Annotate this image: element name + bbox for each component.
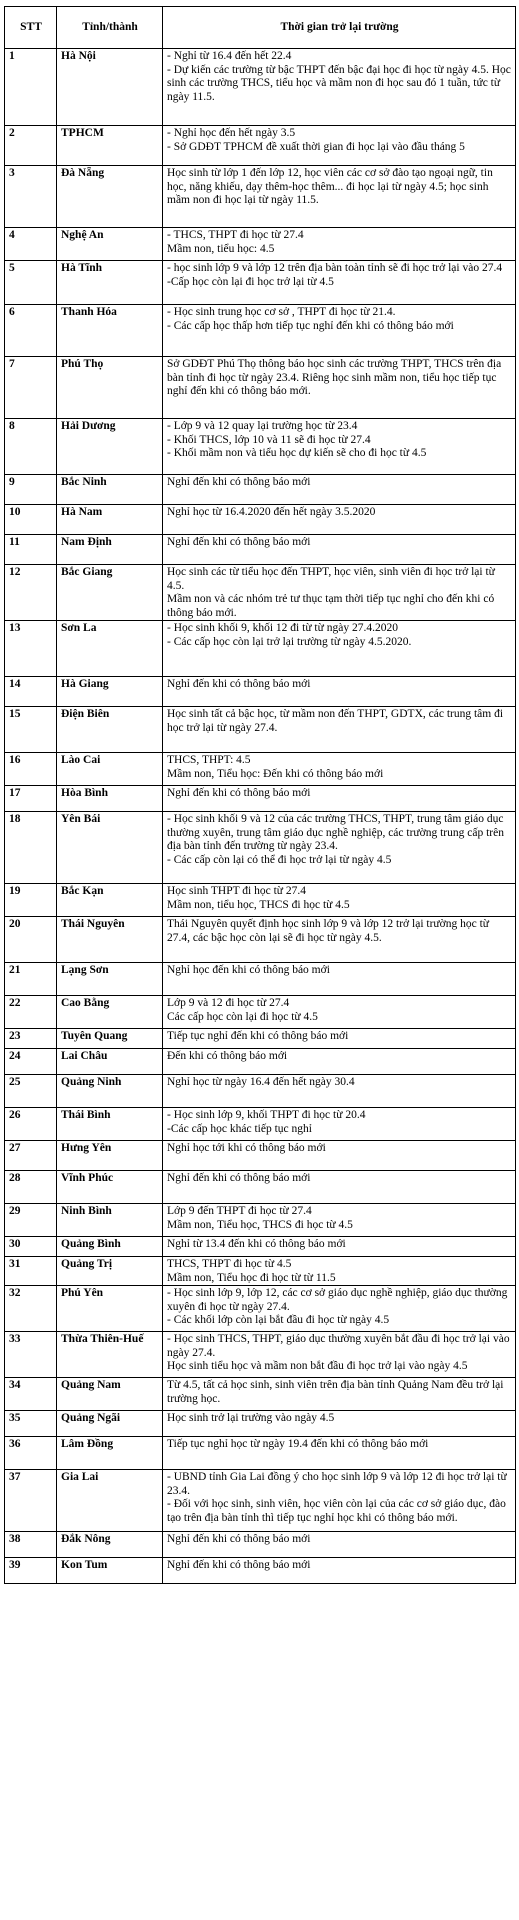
row-province: Phú Thọ xyxy=(57,357,163,419)
row-province: Hà Nội xyxy=(57,49,163,126)
row-province: Cao Bằng xyxy=(57,996,163,1029)
row-schedule xyxy=(163,1171,516,1204)
row-province: Thái Bình xyxy=(57,1108,163,1141)
row-province: Hà Tĩnh xyxy=(57,261,163,305)
table-row xyxy=(5,1532,516,1558)
row-stt: 18 xyxy=(5,812,57,884)
row-province: Sơn La xyxy=(57,621,163,677)
row-stt: 23 xyxy=(5,1029,57,1049)
row-stt: 25 xyxy=(5,1075,57,1108)
schedule-line: Nghỉ đến khi có thông báo mới xyxy=(167,476,311,488)
row-schedule xyxy=(163,1141,516,1171)
row-province: Thái Nguyên xyxy=(57,917,163,963)
schedule-line: Sở GDĐT Phú Thọ thông báo học sinh các trường THPT, THCS trên địa bàn tỉnh đi học từ ngày 23.4. Riêng học sinh mầm non, tiểu học tiếp tục nghỉ đến khi có thông báo mới. xyxy=(167,358,502,397)
row-province: Quảng Bình xyxy=(57,1237,163,1257)
schedule-line: Học sinh tất cả bậc học, từ mầm non đến THPT, GDTX, các trung tâm đi học trở lại từ ngày 27.4. xyxy=(167,708,504,734)
table-row xyxy=(5,677,516,707)
schedule-line: Nghỉ đến khi có thông báo mới xyxy=(167,787,311,799)
schedule-line: Nghỉ học từ ngày 16.4 đến hết ngày 30.4 xyxy=(167,1076,355,1088)
row-schedule xyxy=(163,419,516,475)
table-row xyxy=(5,786,516,812)
table-row xyxy=(5,505,516,535)
schedule-line: THCS, THPT đi học từ 4.5 xyxy=(167,1258,292,1270)
row-stt: 3 xyxy=(5,166,57,228)
schedule-line: Mầm non và các nhóm trẻ tư thục tạm thời tiếp tục nghỉ cho đến khi có thông báo mới. xyxy=(167,593,495,619)
row-schedule xyxy=(163,753,516,786)
table-row xyxy=(5,1411,516,1437)
row-schedule xyxy=(163,1049,516,1075)
row-stt: 24 xyxy=(5,1049,57,1075)
table-row xyxy=(5,621,516,677)
row-stt: 9 xyxy=(5,475,57,505)
schedule-line: Mầm non, Tiểu học: Đến khi có thông báo mới xyxy=(167,767,384,780)
table-row xyxy=(5,419,516,475)
table-row xyxy=(5,1558,516,1584)
schedule-line: -Các cấp học khác tiếp tục nghỉ xyxy=(167,1122,312,1135)
row-stt: 22 xyxy=(5,996,57,1029)
schedule-line: - Học sinh khối 9, khối 12 đi từ từ ngày 27.4.2020 xyxy=(167,622,398,634)
schedule-line: Học sinh từ lớp 1 đến lớp 12, học viên các cơ sở đào tạo ngoại ngữ, tin học, năng khiếu, dạy thêm-học thêm... đi học lại từ ngày 4.5; học sinh mầm non đi học lại từ ngày 11.5. xyxy=(167,167,493,206)
schedule-line: - Sở GDĐT TPHCM đề xuất thời gian đi học lại vào đầu tháng 5 xyxy=(167,140,465,153)
row-schedule xyxy=(163,261,516,305)
row-province: Hà Nam xyxy=(57,505,163,535)
table-row xyxy=(5,963,516,996)
schedule-line: - Lớp 9 và 12 quay lại trường học từ 23.4 xyxy=(167,420,358,432)
schedule-line: Mầm non, tiểu học: 4.5 xyxy=(167,242,275,255)
row-schedule xyxy=(163,786,516,812)
row-stt: 20 xyxy=(5,917,57,963)
row-stt: 10 xyxy=(5,505,57,535)
row-schedule xyxy=(163,1332,516,1378)
schedule-line: THCS, THPT: 4.5 xyxy=(167,754,251,766)
schedule-line: Học sinh THPT đi học từ 27.4 xyxy=(167,885,307,897)
row-stt: 39 xyxy=(5,1558,57,1584)
table-row xyxy=(5,812,516,884)
row-stt: 28 xyxy=(5,1171,57,1204)
row-schedule xyxy=(163,535,516,565)
row-schedule xyxy=(163,475,516,505)
row-schedule xyxy=(163,565,516,621)
schedule-line: Thái Nguyên quyết định học sinh lớp 9 và lớp 12 trở lại trường học từ 27.4, các bậc học còn lại sẽ đi học từ ngày 4.5. xyxy=(167,918,490,944)
row-stt: 2 xyxy=(5,126,57,166)
row-stt: 37 xyxy=(5,1470,57,1532)
row-schedule xyxy=(163,1532,516,1558)
row-schedule xyxy=(163,1237,516,1257)
table-row xyxy=(5,917,516,963)
row-stt: 38 xyxy=(5,1532,57,1558)
row-stt: 15 xyxy=(5,707,57,753)
schedule-line: Mầm non, tiểu học, THCS đi học từ 4.5 xyxy=(167,898,350,911)
table-row xyxy=(5,1286,516,1332)
row-stt: 21 xyxy=(5,963,57,996)
table-row xyxy=(5,475,516,505)
table-row xyxy=(5,1204,516,1237)
schedule-line: Tiếp tục nghỉ đến khi có thông báo mới xyxy=(167,1030,349,1042)
schedule-line: Lớp 9 và 12 đi học từ 27.4 xyxy=(167,997,290,1009)
row-province: Hải Dương xyxy=(57,419,163,475)
header-province: Tỉnh/thành xyxy=(57,7,163,49)
row-stt: 1 xyxy=(5,49,57,126)
row-province: Bắc Kạn xyxy=(57,884,163,917)
row-stt: 35 xyxy=(5,1411,57,1437)
header-row xyxy=(5,7,516,49)
row-stt: 36 xyxy=(5,1437,57,1470)
row-province: Hòa Bình xyxy=(57,786,163,812)
schedule-line: - Khối mầm non và tiểu học dự kiến sẽ cho đi học từ 4.5 xyxy=(167,447,427,459)
row-stt: 27 xyxy=(5,1141,57,1171)
schedule-line: Mầm non, Tiểu học, THCS đi học từ 4.5 xyxy=(167,1218,353,1231)
school-reopening-table xyxy=(4,6,516,1584)
row-schedule xyxy=(163,996,516,1029)
schedule-line: - Các cấp học thấp hơn tiếp tục nghỉ đến khi có thông báo mới xyxy=(167,319,454,332)
row-stt: 12 xyxy=(5,565,57,621)
row-stt: 30 xyxy=(5,1237,57,1257)
row-schedule xyxy=(163,126,516,166)
row-schedule xyxy=(163,707,516,753)
schedule-line: Nghỉ đến khi có thông báo mới xyxy=(167,536,311,548)
row-schedule xyxy=(163,505,516,535)
row-province: Nghệ An xyxy=(57,228,163,261)
table-row xyxy=(5,1075,516,1108)
row-province: Nam Định xyxy=(57,535,163,565)
schedule-line: Nghỉ đến khi có thông báo mới xyxy=(167,1533,311,1545)
schedule-line: - Học sinh lớp 9, lớp 12, các cơ sở giáo dục nghề nghiệp, giáo dục thường xuyên đi học từ ngày 27.4. xyxy=(167,1287,508,1313)
row-province: Lạng Sơn xyxy=(57,963,163,996)
table-row xyxy=(5,996,516,1029)
row-stt: 7 xyxy=(5,357,57,419)
schedule-line: Nghỉ học đến khi có thông báo mới xyxy=(167,964,330,976)
row-province: Phú Yên xyxy=(57,1286,163,1332)
row-province: Quảng Nam xyxy=(57,1378,163,1411)
table-row xyxy=(5,565,516,621)
schedule-line: Học sinh tiểu học và mầm non bắt đầu đi học trở lại vào ngày 4.5 xyxy=(167,1360,468,1372)
row-stt: 19 xyxy=(5,884,57,917)
row-stt: 26 xyxy=(5,1108,57,1141)
table-row xyxy=(5,1470,516,1532)
row-schedule xyxy=(163,1029,516,1049)
row-stt: 14 xyxy=(5,677,57,707)
row-province: Kon Tum xyxy=(57,1558,163,1584)
row-province: Thanh Hóa xyxy=(57,305,163,357)
row-schedule xyxy=(163,357,516,419)
schedule-line: Nghỉ đến khi có thông báo mới xyxy=(167,678,311,690)
row-province: Lâm Đồng xyxy=(57,1437,163,1470)
row-stt: 8 xyxy=(5,419,57,475)
row-schedule xyxy=(163,1558,516,1584)
table-row xyxy=(5,1171,516,1204)
row-province: Lào Cai xyxy=(57,753,163,786)
row-province: Đà Nẵng xyxy=(57,166,163,228)
schedule-line: - Học sinh khối 9 và 12 của các trường THCS, THPT, trung tâm giáo dục thường xuyên, trung tâm giáo dục nghề nghiệp, các trường trung cấp trên địa bàn tỉnh đến trường từ ngày 23.4. xyxy=(167,813,504,852)
table-body xyxy=(5,49,516,1584)
row-schedule xyxy=(163,677,516,707)
schedule-line: Mầm non, Tiểu học đi học từ từ 11.5 xyxy=(167,1271,336,1284)
table-row xyxy=(5,1257,516,1286)
schedule-line: Nghỉ học từ 16.4.2020 đến hết ngày 3.5.2020 xyxy=(167,506,376,518)
row-province: Quảng Ngãi xyxy=(57,1411,163,1437)
row-schedule xyxy=(163,1075,516,1108)
row-stt: 6 xyxy=(5,305,57,357)
row-schedule xyxy=(163,1257,516,1286)
table-row xyxy=(5,1437,516,1470)
row-province: Gia Lai xyxy=(57,1470,163,1532)
table-row xyxy=(5,1141,516,1171)
schedule-line: Tiếp tục nghỉ học từ ngày 19.4 đến khi có thông báo mới xyxy=(167,1438,429,1450)
table-row xyxy=(5,1237,516,1257)
schedule-line: Học sinh các từ tiểu học đến THPT, học viên, sinh viên đi học trở lại từ 4.5. xyxy=(167,566,495,592)
row-stt: 5 xyxy=(5,261,57,305)
table-row xyxy=(5,49,516,126)
row-province: TPHCM xyxy=(57,126,163,166)
schedule-line: Lớp 9 đến THPT đi học từ 27.4 xyxy=(167,1205,312,1217)
row-schedule xyxy=(163,1470,516,1532)
schedule-line: - Các cấp còn lại có thể đi học trở lại từ ngày 4.5 xyxy=(167,853,392,866)
row-stt: 31 xyxy=(5,1257,57,1286)
table-row xyxy=(5,884,516,917)
schedule-line: - học sinh lớp 9 và lớp 12 trên địa bàn toàn tỉnh sẽ đi học trở lại vào 27.4 xyxy=(167,262,503,274)
schedule-line: Từ 4.5, tất cả học sinh, sinh viên trên địa bàn tỉnh Quảng Nam đều trở lại trường học. xyxy=(167,1379,504,1405)
row-schedule xyxy=(163,621,516,677)
row-province: Tuyên Quang xyxy=(57,1029,163,1049)
table-row xyxy=(5,357,516,419)
row-schedule xyxy=(163,305,516,357)
schedule-line: - THCS, THPT đi học từ 27.4 xyxy=(167,229,304,241)
schedule-line: - Các khối lớp còn lại bắt đầu đi học từ ngày 4.5 xyxy=(167,1314,390,1326)
row-province: Yên Bái xyxy=(57,812,163,884)
row-province: Quảng Ninh xyxy=(57,1075,163,1108)
row-stt: 17 xyxy=(5,786,57,812)
row-province: Hà Giang xyxy=(57,677,163,707)
row-schedule xyxy=(163,812,516,884)
row-stt: 11 xyxy=(5,535,57,565)
schedule-line: Nghỉ từ 13.4 đến khi có thông báo mới xyxy=(167,1238,346,1250)
schedule-line: - Nghỉ học đến hết ngày 3.5 xyxy=(167,127,296,139)
table-row xyxy=(5,166,516,228)
table-row xyxy=(5,261,516,305)
row-schedule xyxy=(163,1286,516,1332)
schedule-line: - UBND tỉnh Gia Lai đồng ý cho học sinh lớp 9 và lớp 12 đi học trở lại từ 23.4. xyxy=(167,1471,507,1497)
row-schedule xyxy=(163,1437,516,1470)
schedule-line: Nghỉ đến khi có thông báo mới xyxy=(167,1172,311,1184)
table-row xyxy=(5,126,516,166)
row-schedule xyxy=(163,228,516,261)
row-province: Bắc Giang xyxy=(57,565,163,621)
row-schedule xyxy=(163,166,516,228)
row-province: Ninh Bình xyxy=(57,1204,163,1237)
header-time: Thời gian trở lại trường xyxy=(163,7,516,49)
schedule-line: - Khối THCS, lớp 10 và 11 sẽ đi học từ 27.4 xyxy=(167,433,371,446)
schedule-line: - Học sinh trung học cơ sở , THPT đi học từ 21.4. xyxy=(167,306,396,318)
table-row xyxy=(5,305,516,357)
header-stt: STT xyxy=(5,7,57,49)
schedule-line: - Nghỉ từ 16.4 đến hết 22.4 xyxy=(167,50,292,62)
schedule-line: - Học sinh lớp 9, khối THPT đi học từ 20.4 xyxy=(167,1109,366,1121)
table-row xyxy=(5,1049,516,1075)
schedule-line: Các cấp học còn lại đi học từ 4.5 xyxy=(167,1010,318,1023)
table-row xyxy=(5,753,516,786)
table-row xyxy=(5,535,516,565)
row-stt: 33 xyxy=(5,1332,57,1378)
row-province: Lai Châu xyxy=(57,1049,163,1075)
row-schedule xyxy=(163,1411,516,1437)
schedule-line: Nghỉ học tới khi có thông báo mới xyxy=(167,1142,326,1154)
row-province: Vĩnh Phúc xyxy=(57,1171,163,1204)
row-schedule xyxy=(163,1204,516,1237)
table-row xyxy=(5,707,516,753)
row-province: Thừa Thiên-Huế xyxy=(57,1332,163,1378)
table-row xyxy=(5,1029,516,1049)
table-row xyxy=(5,1332,516,1378)
row-stt: 32 xyxy=(5,1286,57,1332)
row-schedule xyxy=(163,963,516,996)
table-row xyxy=(5,228,516,261)
row-province: Hưng Yên xyxy=(57,1141,163,1171)
schedule-line: - Đối với học sinh, sinh viên, học viên còn lại của các cơ sở giáo dục, đào tạo trên địa bàn tỉnh thì tiếp tục nghỉ học khi có thông báo mới. xyxy=(167,1498,506,1524)
row-province: Điện Biên xyxy=(57,707,163,753)
row-schedule xyxy=(163,1108,516,1141)
row-stt: 4 xyxy=(5,228,57,261)
row-stt: 16 xyxy=(5,753,57,786)
row-schedule xyxy=(163,49,516,126)
schedule-line: -Cấp học còn lại đi học trở lại từ 4.5 xyxy=(167,275,334,288)
row-schedule xyxy=(163,884,516,917)
row-stt: 13 xyxy=(5,621,57,677)
schedule-line: Học sinh trở lại trường vào ngày 4.5 xyxy=(167,1412,335,1424)
row-schedule xyxy=(163,917,516,963)
row-province: Quảng Trị xyxy=(57,1257,163,1286)
row-schedule xyxy=(163,1378,516,1411)
table-row xyxy=(5,1378,516,1411)
schedule-line: - Học sinh THCS, THPT, giáo dục thường xuyên bắt đầu đi học trở lại vào ngày 27.4. xyxy=(167,1333,510,1359)
schedule-line: - Dự kiến các trường từ bậc THPT đến bậc đại học đi học từ ngày 4.5. Học sinh các trường THCS, tiểu học và mầm non đi học sau đó 1 tuần, tức từ ngày 11.5. xyxy=(167,63,511,103)
row-province: Bắc Ninh xyxy=(57,475,163,505)
schedule-line: Nghỉ đến khi có thông báo mới xyxy=(167,1559,311,1571)
row-stt: 34 xyxy=(5,1378,57,1411)
schedule-line: Đến khi có thông báo mới xyxy=(167,1050,288,1062)
table-row xyxy=(5,1108,516,1141)
row-stt: 29 xyxy=(5,1204,57,1237)
row-province: Đắk Nông xyxy=(57,1532,163,1558)
schedule-line: - Các cấp học còn lại trở lại trường từ ngày 4.5.2020. xyxy=(167,635,412,648)
